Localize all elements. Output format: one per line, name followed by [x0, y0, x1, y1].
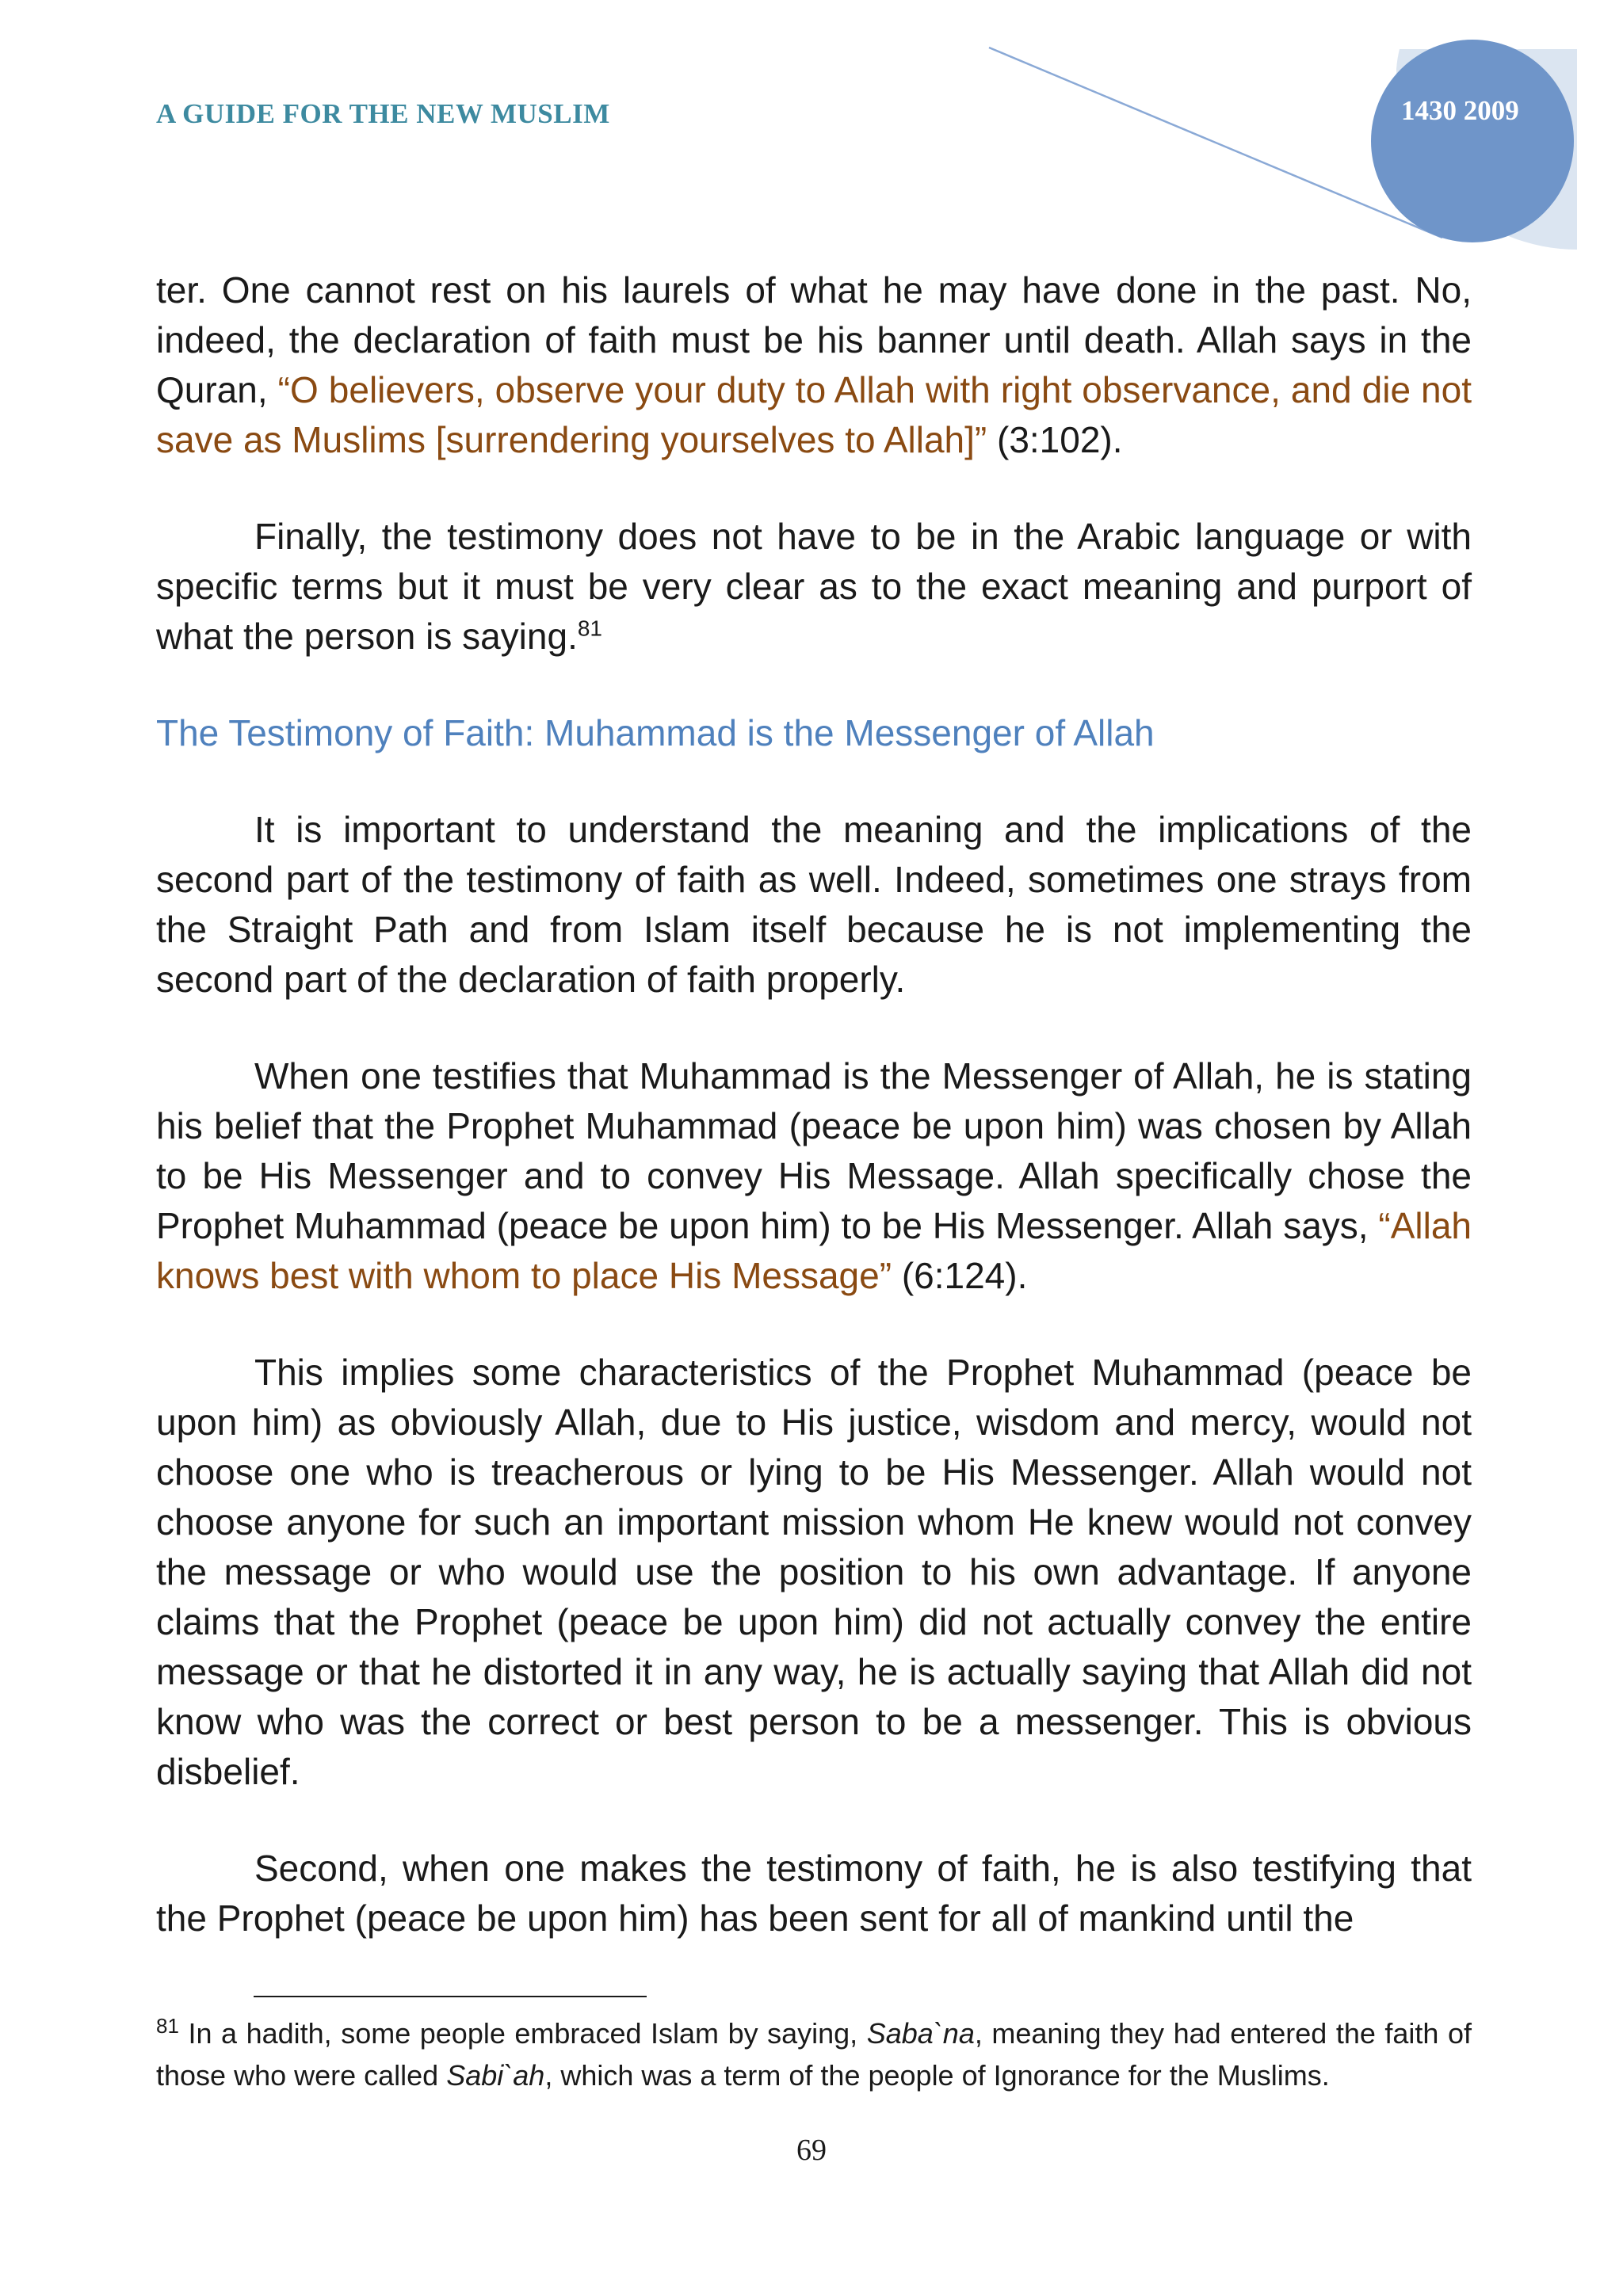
- paragraph-4: When one testifies that Muhammad is the Messenger of Allah, he is stating his belief that the Prophet Muhammad (peace be upon him) was chosen by Allah to be His Messenger and to convey His Message. Allah specifically chose the Prophet Muhammad (peace be upon him) to be His Messenger. Allah says, “Allah knows best with whom to place His Message” (6:124).: [156, 1055, 1472, 1296]
- quran-quote: “O believers, observe your duty to Allah with right observance, and die not save as Muslims [surrendering yourselves to Allah]”: [156, 369, 1472, 460]
- footnote-divider: [254, 1996, 647, 1997]
- paragraph-2: Finally, the testimony does not have to be in the Arabic language or with specific terms but it must be very clear as to the exact meaning and purport of what the person is saying.$^{81}$: [156, 516, 1472, 657]
- footnote-number: 81: [156, 2014, 179, 2038]
- running-header-title: A GUIDE FOR THE NEW MUSLIM: [156, 98, 610, 129]
- footnote-term: Saba`na: [866, 2017, 975, 2050]
- quran-quote: “Allah knows best with whom to place His Message”: [156, 1205, 1472, 1296]
- header-inner-circle: [1371, 40, 1574, 242]
- running-header-year: 1430 2009: [1401, 95, 1519, 126]
- page-body: [156, 265, 1472, 1990]
- footnote: $^{81}$ In a hadith, some people embraced Islam by saying, Saba`na, meaning they had entered the faith of those who were called Sabi`ah, which was a term of the people of Ignorance for the Muslims.: [156, 2014, 1472, 2092]
- footnote-term: Sabi`ah: [446, 2059, 545, 2092]
- footnote-reference[interactable]: 81: [577, 616, 603, 641]
- section-heading: The Testimony of Faith: Muhammad is the Messenger of Allah: [156, 712, 1155, 753]
- paragraph-6: Second, when one makes the testimony of faith, he is also testifying that the Prophet (peace be upon him) has been sent for all of mankind until the: [156, 1848, 1472, 1939]
- paragraph-5: This implies some characteristics of the Prophet Muhammad (peace be upon him) as obviously Allah, due to His justice, wisdom and mercy, would not choose one who is treacherous or lying to be His Messenger. Allah would not choose anyone for such an important mission whom He knew would not convey the message or who would use the position to his own advantage. If anyone claims that the Prophet (peace be upon him) did not actually convey the entire message or that he distorted it in any way, he is actually saying that Allah did not know who was the correct or best person to be a messenger. This is obvious disbelief.: [156, 1352, 1472, 1792]
- page-number: 69: [796, 2134, 827, 2167]
- paragraph-3: It is important to understand the meaning and the implications of the second part of the testimony of faith as well. Indeed, sometimes one strays from the Straight Path and from Islam itself because he is not implementing the second part of the declaration of faith properly.: [156, 809, 1472, 1000]
- header-decoration: [0, 0, 1623, 285]
- paragraph-1: ter. One cannot rest on his laurels of what he may have done in the past. No, indeed, the declaration of faith must be his banner until death. Allah says in the Quran, “O believers, observe your duty to Allah with right observance, and die not save as Muslims [surrendering yourselves to Allah]” (3:102).: [156, 269, 1472, 460]
